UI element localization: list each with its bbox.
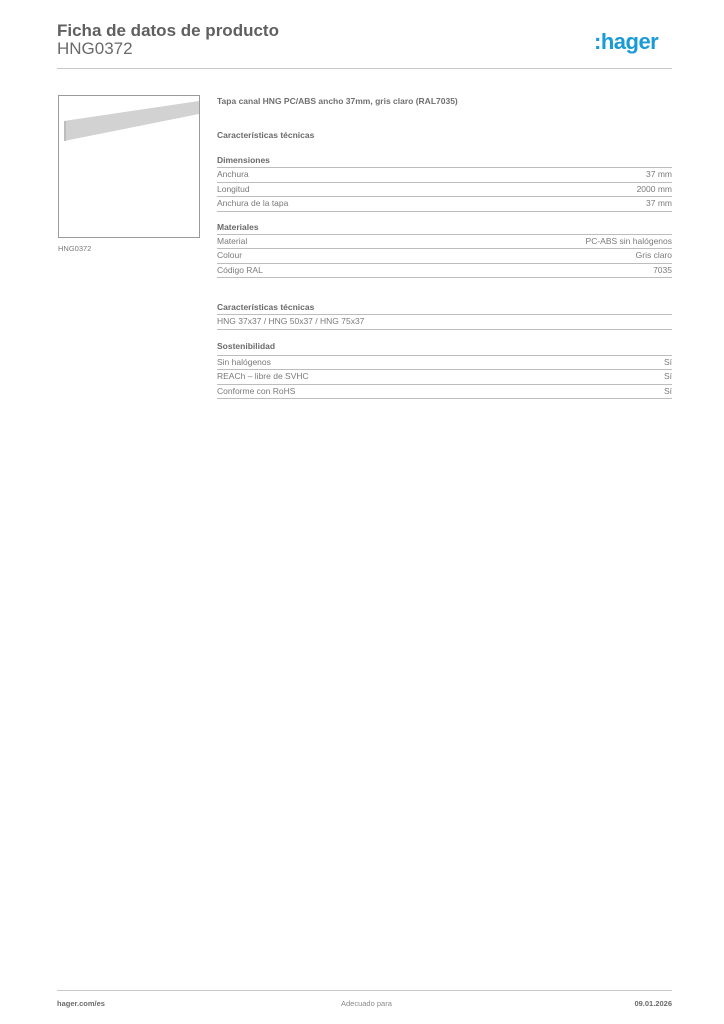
spec-row bbox=[217, 356, 672, 371]
section-title: Características técnicas bbox=[217, 301, 672, 315]
spec-label: Anchura de la tapa bbox=[217, 198, 289, 208]
document-date: 09.01.2026 bbox=[634, 999, 672, 1008]
spec-row bbox=[217, 249, 672, 264]
spec-label: Anchura bbox=[217, 169, 249, 179]
spec-value: 37 mm bbox=[646, 169, 672, 179]
spec-value: 7035 bbox=[653, 264, 672, 275]
section-title: Dimensiones bbox=[217, 154, 672, 168]
website-link[interactable]: hager.com/es bbox=[57, 999, 105, 1008]
spec-row bbox=[217, 183, 672, 198]
spec-value: PC-ABS sin halógenos bbox=[585, 235, 672, 246]
spec-row bbox=[217, 385, 672, 400]
hager-logo: :hager bbox=[594, 29, 659, 54]
spec-row bbox=[217, 235, 672, 250]
main-heading: Características técnicas bbox=[217, 130, 315, 140]
footer-divider bbox=[57, 990, 672, 991]
spec-label: Colour bbox=[217, 250, 243, 260]
spec-label: Longitud bbox=[217, 183, 250, 194]
product-description: Tapa canal HNG PC/ABS ancho 37mm, gris claro (RAL7035) bbox=[217, 96, 458, 106]
spec-label: Sin halógenos bbox=[217, 356, 271, 367]
spec-label: Código RAL bbox=[217, 264, 263, 275]
spec-label: Material bbox=[217, 235, 248, 246]
spec-value: Sí bbox=[663, 371, 672, 381]
section-title: Sostenibilidad bbox=[217, 340, 672, 356]
spec-label: Conforme con RoHS bbox=[217, 385, 296, 396]
section-dimensiones bbox=[217, 154, 672, 212]
spec-content bbox=[217, 94, 672, 399]
spec-label: HNG 37x37 / HNG 50x37 / HNG 75x37 bbox=[217, 316, 365, 326]
header-divider bbox=[57, 68, 672, 69]
spec-value: Sí bbox=[663, 356, 672, 367]
product-image bbox=[58, 95, 200, 238]
spec-row bbox=[217, 197, 672, 212]
product-code: HNG0372 bbox=[57, 39, 133, 58]
spec-value: Gris claro bbox=[635, 250, 672, 260]
cover-strip-icon bbox=[59, 96, 199, 237]
image-caption: HNG0372 bbox=[58, 244, 92, 253]
section-title: Materiales bbox=[217, 221, 672, 235]
spec-row bbox=[217, 370, 672, 385]
spec-label: REACh – libre de SVHC bbox=[217, 371, 309, 381]
spec-row bbox=[217, 264, 672, 279]
section-materiales bbox=[217, 221, 672, 279]
spec-row bbox=[217, 315, 672, 330]
document-title: Ficha de datos de producto bbox=[57, 21, 279, 40]
spec-value: Sí bbox=[663, 385, 672, 396]
section-caracteristicas bbox=[217, 301, 672, 330]
section-sostenibilidad bbox=[217, 340, 672, 400]
spec-value: 2000 mm bbox=[636, 183, 672, 194]
spec-row bbox=[217, 168, 672, 183]
suitable-for-label: Adecuado para bbox=[341, 999, 392, 1008]
spec-value: 37 mm bbox=[646, 198, 672, 208]
